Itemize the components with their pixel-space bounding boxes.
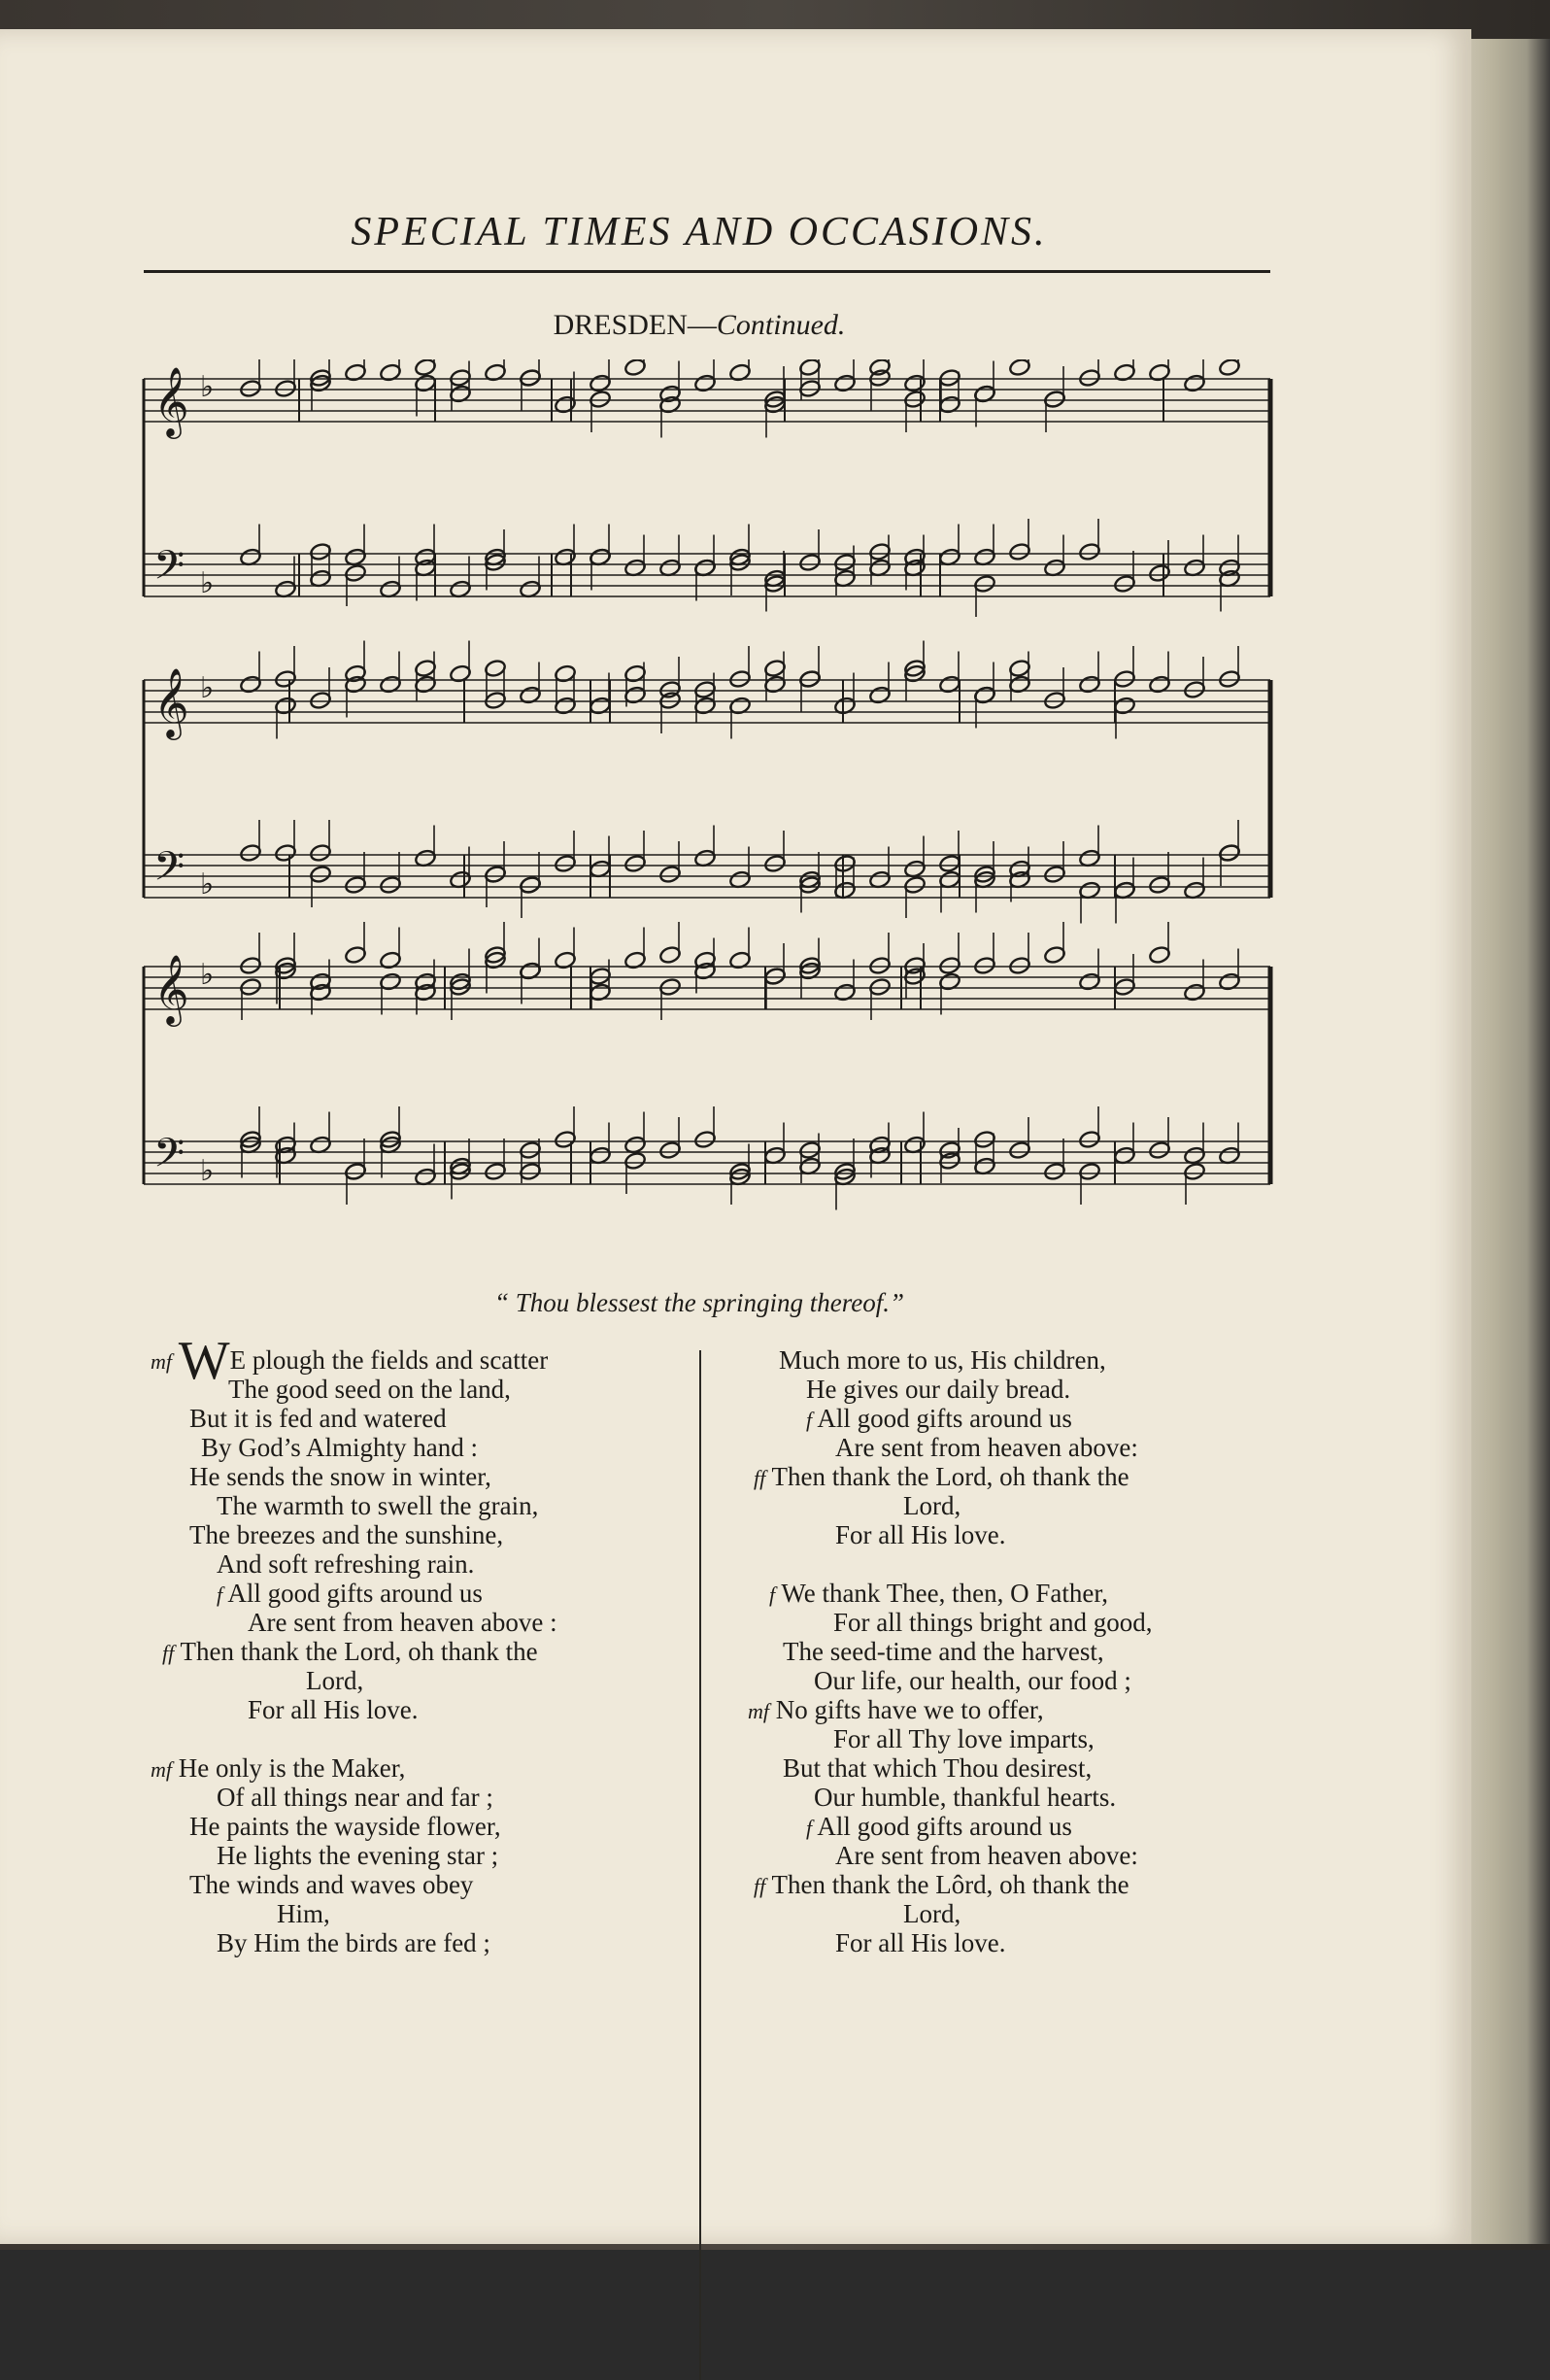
- verse-line: [151, 1870, 694, 1899]
- verse-line: [748, 1579, 1292, 1608]
- dynamic-marking: ff: [162, 1641, 175, 1665]
- header-rule: [144, 270, 1270, 273]
- tune-title: [126, 309, 1272, 342]
- verse-text: Of all things near and far ;: [217, 1783, 493, 1812]
- key-signature-flat: ♭: [200, 671, 215, 705]
- music-score: [136, 359, 1282, 1273]
- verse-text: For all things bright and good,: [833, 1608, 1153, 1637]
- verse-text: He sends the snow in winter,: [189, 1462, 491, 1491]
- dynamic-marking: ff: [754, 1874, 766, 1898]
- verse-line: [748, 1404, 1292, 1433]
- verse-text: Our life, our health, our food ;: [814, 1666, 1131, 1695]
- verse-line: [151, 1695, 694, 1724]
- verse-line: [151, 1579, 694, 1608]
- verse-line: [748, 1345, 1292, 1375]
- verse-line: [151, 1928, 694, 1957]
- tune-separator: —: [687, 309, 717, 341]
- verse-text: For all Thy love imparts,: [833, 1724, 1095, 1753]
- verse-line: [748, 1899, 1292, 1928]
- verse-text: The breezes and the sunshine,: [189, 1520, 504, 1549]
- left-column-verses: [151, 1331, 694, 1957]
- verse-text: Lord,: [903, 1899, 961, 1928]
- verse-text: For all His love.: [835, 1520, 1006, 1549]
- bass-clef: 𝄢: [153, 542, 185, 598]
- verse-text: Are sent from heaven above:: [835, 1841, 1138, 1870]
- verse-line: [151, 1812, 694, 1841]
- verse-line: [151, 1753, 694, 1783]
- verse-text: By God’s Almighty hand :: [201, 1433, 479, 1462]
- verse-line: [151, 1491, 694, 1520]
- verse-line: [151, 1783, 694, 1812]
- verse-line: [151, 1899, 694, 1928]
- dynamic-marking: f: [217, 1582, 223, 1607]
- verse-text: And soft refreshing rain.: [217, 1549, 475, 1579]
- verse-line: [748, 1753, 1292, 1783]
- verse-text: The good seed on the land,: [228, 1375, 511, 1404]
- running-header-title: SPECIAL TIMES AND OCCASIONS.: [351, 210, 1048, 255]
- verse-text: The warmth to swell the grain,: [217, 1491, 539, 1520]
- verse-line: [748, 1695, 1292, 1724]
- verse-line: [748, 1783, 1292, 1812]
- verse-line: [151, 1375, 694, 1404]
- dynamic-marking: ff: [754, 1466, 766, 1490]
- verse-text: The seed-time and the harvest,: [783, 1637, 1104, 1666]
- treble-clef: 𝄞: [153, 953, 189, 1024]
- verse-text: He gives our daily bread.: [806, 1375, 1071, 1404]
- verse-line: [151, 1666, 694, 1695]
- treble-clef: 𝄞: [153, 365, 189, 436]
- verse-line: [748, 1928, 1292, 1957]
- tune-continued: Continued.: [716, 309, 846, 341]
- verse-line: [748, 1433, 1292, 1462]
- verse-text: Are sent from heaven above :: [248, 1608, 557, 1637]
- verse-text: Then thank the Lôrd, oh thank the: [771, 1870, 1129, 1899]
- verse-line: [748, 1724, 1292, 1753]
- verse-text: By Him the birds are fed ;: [217, 1928, 490, 1957]
- key-signature-flat: ♭: [200, 867, 215, 901]
- verse-text: But it is fed and watered: [189, 1404, 447, 1433]
- verse-text: He paints the wayside flower,: [189, 1812, 501, 1841]
- verse-line: [151, 1404, 694, 1433]
- stanza-gap: [748, 1549, 1292, 1579]
- verse-line: [748, 1870, 1292, 1899]
- verse-line: [151, 1549, 694, 1579]
- treble-clef: 𝄞: [153, 666, 189, 737]
- dynamic-marking: f: [806, 1816, 813, 1840]
- verse-line: [748, 1666, 1292, 1695]
- key-signature-flat: ♭: [200, 1154, 215, 1188]
- verse-text: The winds and waves obey: [189, 1870, 474, 1899]
- drop-cap: W: [178, 1331, 230, 1391]
- verse-text: Much more to us, His children,: [779, 1345, 1106, 1375]
- key-signature-flat: ♭: [200, 958, 215, 992]
- verse-line: [151, 1462, 694, 1491]
- dynamic-marking: f: [769, 1582, 776, 1607]
- verse-text: Then thank the Lord, oh thank the: [771, 1462, 1129, 1491]
- verse-line: [748, 1812, 1292, 1841]
- verse-line: [151, 1637, 694, 1666]
- right-column-verses: [748, 1345, 1292, 1957]
- verse-text: Our humble, thankful hearts.: [814, 1783, 1117, 1812]
- verse-line: [748, 1608, 1292, 1637]
- verse-text: Lord,: [306, 1666, 364, 1695]
- verse-text: Are sent from heaven above:: [835, 1433, 1138, 1462]
- verse-text: Then thank the Lord, oh thank the: [180, 1637, 538, 1666]
- verse-text: He only is the Maker,: [178, 1753, 406, 1783]
- verse-line: [748, 1491, 1292, 1520]
- verse-line: [748, 1462, 1292, 1491]
- stanza-gap: [151, 1724, 694, 1753]
- tune-name: DRESDEN: [553, 309, 688, 341]
- verse-text: We thank Thee, then, O Father,: [781, 1579, 1109, 1608]
- verse-line: [748, 1375, 1292, 1404]
- verse-line: [748, 1637, 1292, 1666]
- column-divider: [699, 1350, 701, 2380]
- verse-text: He lights the evening star ;: [217, 1841, 499, 1870]
- verse-text: All good gifts around us: [817, 1812, 1072, 1841]
- verse-line: [748, 1841, 1292, 1870]
- verse-text: Him,: [277, 1899, 330, 1928]
- verse-text: All good gifts around us: [227, 1579, 483, 1608]
- verse-text: But that which Thou desirest,: [783, 1753, 1093, 1783]
- dynamic-marking: f: [806, 1408, 813, 1432]
- key-signature-flat: ♭: [200, 566, 215, 600]
- verse-text: No gifts have we to offer,: [775, 1695, 1044, 1724]
- dynamic-marking: mf: [151, 1349, 172, 1374]
- verse-line: [748, 1520, 1292, 1549]
- verse-line: [151, 1608, 694, 1637]
- dynamic-marking: mf: [748, 1699, 769, 1723]
- running-header: [126, 209, 1272, 255]
- verse-text: For all His love.: [248, 1695, 419, 1724]
- verse-text: All good gifts around us: [817, 1404, 1072, 1433]
- hymn-caption: “ Thou blessest the springing thereof.”: [493, 1288, 905, 1317]
- dynamic-marking: mf: [151, 1757, 172, 1782]
- bass-clef: 𝄢: [153, 1130, 185, 1186]
- bass-clef: 𝄢: [153, 843, 185, 900]
- verse-text: E plough the fields and scatter: [229, 1345, 549, 1375]
- key-signature-flat: ♭: [200, 370, 215, 404]
- verse-line: [151, 1520, 694, 1549]
- verse-text: For all His love.: [835, 1928, 1006, 1957]
- verse-line: [151, 1433, 694, 1462]
- verse-text: Lord,: [903, 1491, 961, 1520]
- verse-line: [151, 1841, 694, 1870]
